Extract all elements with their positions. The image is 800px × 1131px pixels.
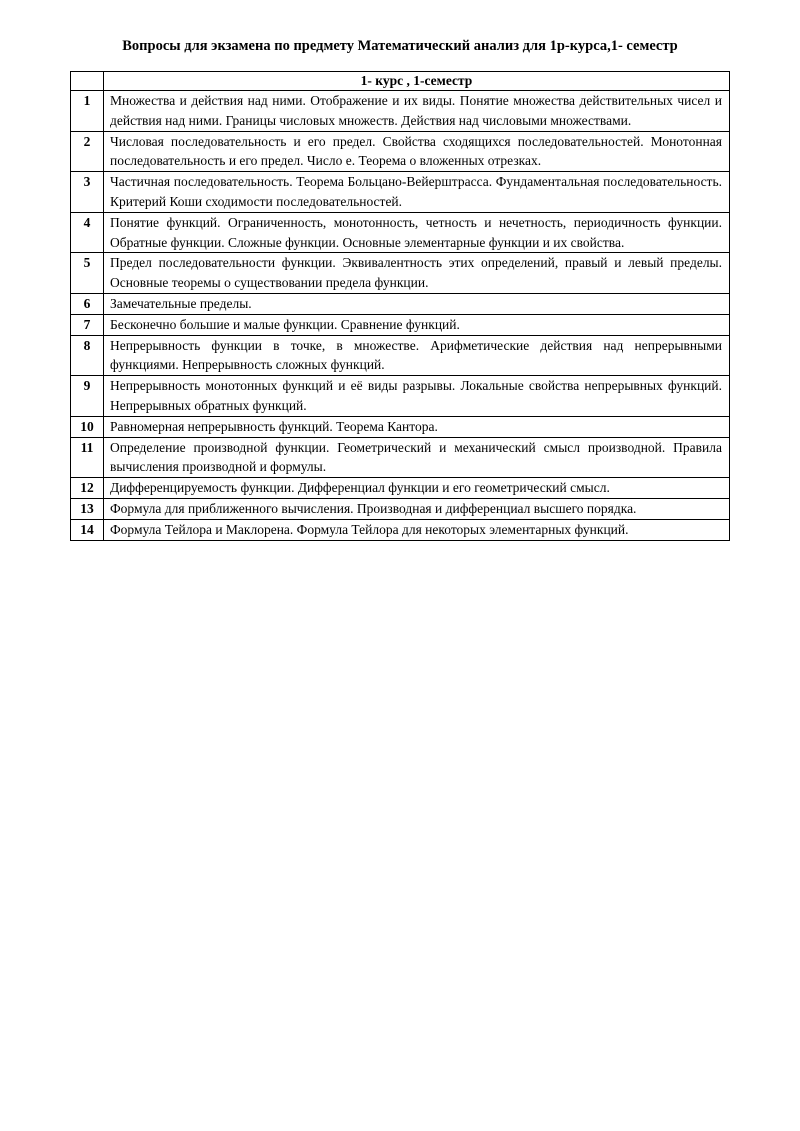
question-number: 13 — [71, 498, 104, 519]
question-number: 8 — [71, 335, 104, 376]
question-text: Частичная последовательность. Теорема Больцано-Вейерштрасса. Фундаментальная последовательность. Критерий Коши сходимости последовательностей. — [104, 172, 730, 213]
table-row — [71, 519, 730, 540]
question-text: Определение производной функции. Геометрический и механический смысл производной. Правила вычисления производной и формулы. — [104, 437, 730, 478]
question-text: Дифференцируемость функции. Дифференциал функции и его геометрический смысл. — [104, 478, 730, 499]
question-number: 6 — [71, 293, 104, 314]
question-text: Непрерывность монотонных функций и её виды разрывы. Локальные свойства непрерывных функций. Непрерывных обратных функций. — [104, 376, 730, 417]
table-row — [71, 437, 730, 478]
table-row — [71, 416, 730, 437]
header-course-semester: 1- курс , 1-семестр — [104, 72, 730, 91]
table-row — [71, 253, 730, 294]
question-number: 10 — [71, 416, 104, 437]
question-number: 1 — [71, 91, 104, 132]
table-row — [71, 131, 730, 172]
table-row — [71, 376, 730, 417]
table-row — [71, 293, 730, 314]
table-row — [71, 478, 730, 499]
table-header-row — [71, 72, 730, 91]
table-row — [71, 212, 730, 253]
table-row — [71, 335, 730, 376]
question-number: 7 — [71, 314, 104, 335]
page-title: Вопросы для экзамена по предмету Математический анализ для 1р-курса,1- семестр — [122, 38, 678, 54]
question-text: Непрерывность функции в точке, в множестве. Арифметические действия над непрерывными функциями. Непрерывность сложных функций. — [104, 335, 730, 376]
question-number: 3 — [71, 172, 104, 213]
table-row — [71, 172, 730, 213]
table-row — [71, 91, 730, 132]
question-number: 2 — [71, 131, 104, 172]
question-text: Формула Тейлора и Маклорена. Формула Тейлора для некоторых элементарных функций. — [104, 519, 730, 540]
question-text: Понятие функций. Ограниченность, монотонность, четность и нечетность, периодичность функции. Обратные функции. Сложные функции. Основные элементарные функции и их свойства. — [104, 212, 730, 253]
question-text: Числовая последовательность и его предел. Свойства сходящихся последовательностей. Монотонная последовательность и его предел. Число е. Теорема о вложенных отрезках. — [104, 131, 730, 172]
question-number: 14 — [71, 519, 104, 540]
question-text: Предел последовательности функции. Эквивалентность этих определений, правый и левый пределы. Основные теоремы о существовании предела функции. — [104, 253, 730, 294]
questions-table — [70, 71, 730, 541]
question-text: Бесконечно большие и малые функции. Сравнение функций. — [104, 314, 730, 335]
question-text: Множества и действия над ними. Отображение и их виды. Понятие множества действительных чисел и действия над ними. Границы числовых множеств. Действия над числовыми множествами. — [104, 91, 730, 132]
question-number: 11 — [71, 437, 104, 478]
table-row — [71, 314, 730, 335]
question-number: 5 — [71, 253, 104, 294]
question-text: Замечательные пределы. — [104, 293, 730, 314]
question-number: 4 — [71, 212, 104, 253]
header-number-cell — [71, 72, 104, 91]
question-text: Равномерная непрерывность функций. Теорема Кантора. — [104, 416, 730, 437]
question-number: 12 — [71, 478, 104, 499]
table-row — [71, 498, 730, 519]
question-number: 9 — [71, 376, 104, 417]
question-text: Формула для приближенного вычисления. Производная и дифференциал высшего порядка. — [104, 498, 730, 519]
